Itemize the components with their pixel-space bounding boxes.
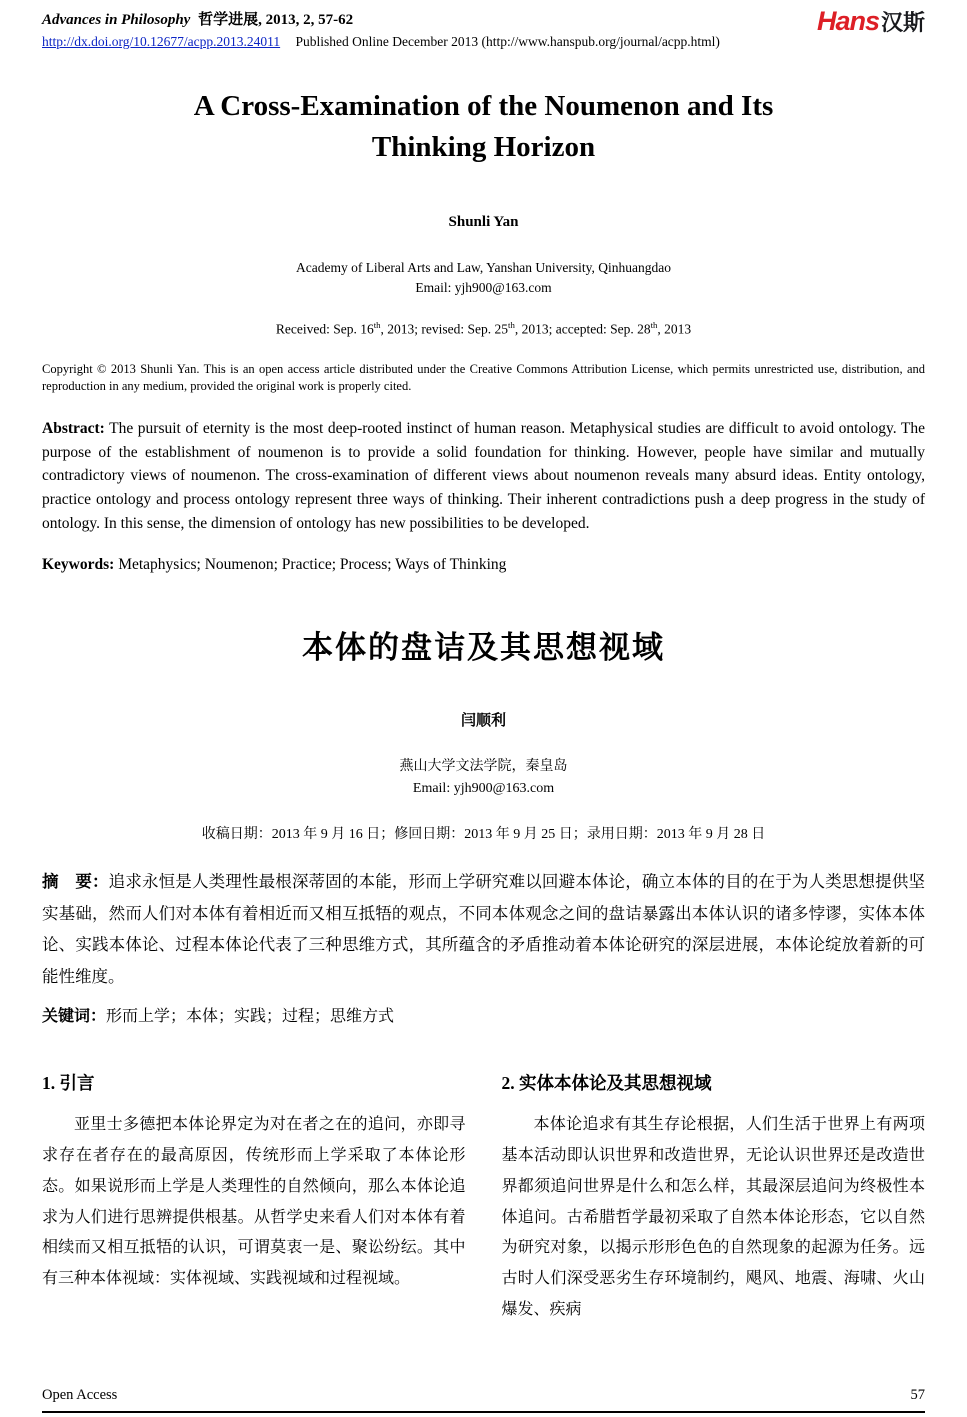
keywords-text-en: Metaphysics; Noumenon; Practice; Process; Ways of Thinking [118, 556, 507, 574]
hans-publisher-logo [817, 8, 925, 35]
received-part3: , 2013; accepted: Sep. 28 [514, 321, 651, 337]
section-body-introduction: 亚里士多德把本体论界定为对在者之在的追问，亦即寻求存在者存在的最高原因，传统形而上学采取了本体论形态。如果说形而上学是人类理性的自然倾向，那么本体论追求为人们进行思辨提供根基。从哲学史来看人们对本体有着相续而又相互抵牾的认识，可谓莫衷一是、聚讼纷纭。其中有三种本体视域：实体视域、实践视域和过程视域。 [42, 1115, 466, 1288]
author-email-cn: Email: yjh900@163.com [412, 781, 555, 797]
keywords-label-en: Keywords: [42, 556, 115, 574]
abstract-label-cn: 摘 要： [42, 871, 109, 891]
column-left [42, 1070, 466, 1326]
hans-logo-wordmark: Hans [816, 6, 879, 36]
keywords-cn [42, 1002, 925, 1032]
abstract-text-en: The pursuit of eternity is the most deep-rooted instinct of human reason. Metaphysical studies are difficult to avoid ontology. The purpose of the establishment of noumenon is to provide a solid foundation for thinking. However, people have similar and mutually contradictory views of noumenon. The cross-examination of different views about noumenon reveals many absurd ideas. Entity ontology, practice ontology and process ontology represent three ways of thinking. Their inherent contradictions push a deep progress in the study of ontology. In this sense, the dimension of ontology has new possibilities to be developed. [42, 419, 925, 532]
received-dates-en [42, 320, 925, 338]
author-email-en: Email: yjh900@163.com [415, 279, 552, 295]
section-body-entity-ontology: 本体论追求有其生存论根据，人们生活于世界上有两项基本活动即认识世界和改造世界，无论认识世界还是改造世界都须追问世界是什么和怎么样，其最深层追问为终极性本体追问。古希腊哲学最初采取了自然本体论形态，它以自然为研究对象，以揭示形形色色的自然现象的起源为任务。远古时人们深受恶劣生存环境制约，飓风、地震、海啸、火山爆发、疾病 [501, 1115, 925, 1319]
hans-logo-cn-text: 汉斯 [880, 10, 925, 35]
received-dates-cn: 收稿日期：2013 年 9 月 16 日；修回日期：2013 年 9 月 25 日；录用日期：2013 年 9 月 28 日 [201, 826, 766, 842]
abstract-text-cn: 追求永恒是人类理性最根深蒂固的本能，形而上学研究难以回避本体论，确立本体的目的在于为人类思想提供坚实基础，然而人们对本体有着相近而又相互抵牾的观点，不同本体观念之间的盘诘暴露出本体认识的诸多悖谬，实体本体论、实践本体论、过程本体论代表了三种思维方式，其所蕴含的矛盾推动着本体论研究的深层进展，本体论绽放着新的可能性维度。 [42, 871, 926, 986]
article-title-en [42, 86, 925, 168]
journal-header-block [42, 8, 720, 50]
affiliation-en: Academy of Liberal Arts and Law, Yanshan University, Qinhuangdao [295, 260, 672, 276]
two-column-body [42, 1070, 925, 1326]
journal-issue: 哲学进展, 2013, 2, 57-62 [198, 12, 354, 28]
column-right [502, 1070, 926, 1326]
received-part1: Received: Sep. 16 [275, 321, 374, 337]
article-title-cn: 本体的盘诘及其思想视域 [302, 630, 665, 666]
received-part2: , 2013; revised: Sep. 25 [380, 321, 509, 337]
section-heading-entity-ontology: 2. 实体本体论及其思想视域 [501, 1072, 712, 1093]
abstract-label-en: Abstract: [42, 419, 105, 437]
affiliation-block-en [42, 258, 925, 297]
copyright-notice: Copyright © 2013 Shunli Yan. This is an open access article distributed under the Creative Commons Attribution License, which permits unrestricted use, distribution, and reproduction in any medium, provided the original work is properly cited. [42, 361, 925, 394]
journal-title: Advances in Philosophy [42, 12, 191, 28]
article-title-line2: Thinking Horizon [371, 131, 596, 164]
section-heading-introduction: 1. 引言 [42, 1072, 95, 1093]
abstract-en [42, 417, 925, 536]
affiliation-cn: 燕山大学文法学院，秦皇岛 [399, 759, 568, 775]
keywords-text-cn: 形而上学；本体；实践；过程；思维方式 [106, 1007, 395, 1025]
received-sup3: th [650, 320, 658, 331]
article-title-line1: A Cross-Examination of the Noumenon and Its [193, 90, 774, 122]
doi-link[interactable]: http://dx.doi.org/10.12677/acpp.2013.24011 [42, 34, 281, 49]
open-access-label: Open Access [42, 1387, 118, 1403]
received-sup2: th [508, 320, 515, 331]
received-part4: , 2013 [657, 321, 692, 337]
affiliation-block-cn [42, 756, 925, 799]
page-number: 57 [910, 1387, 925, 1403]
published-note: Published Online December 2013 (http://www.hanspub.org/journal/acpp.html) [295, 34, 720, 49]
page-header [42, 8, 925, 50]
keywords-en [42, 556, 925, 574]
author-name-cn: 闫顺利 [460, 713, 506, 730]
journal-citation [42, 8, 720, 29]
received-sup1: th [373, 320, 381, 331]
author-name-en: Shunli Yan [448, 214, 519, 231]
keywords-label-cn: 关键词： [42, 1007, 107, 1025]
doi-line [42, 34, 720, 50]
page-footer [42, 1387, 925, 1413]
abstract-cn [42, 866, 925, 993]
